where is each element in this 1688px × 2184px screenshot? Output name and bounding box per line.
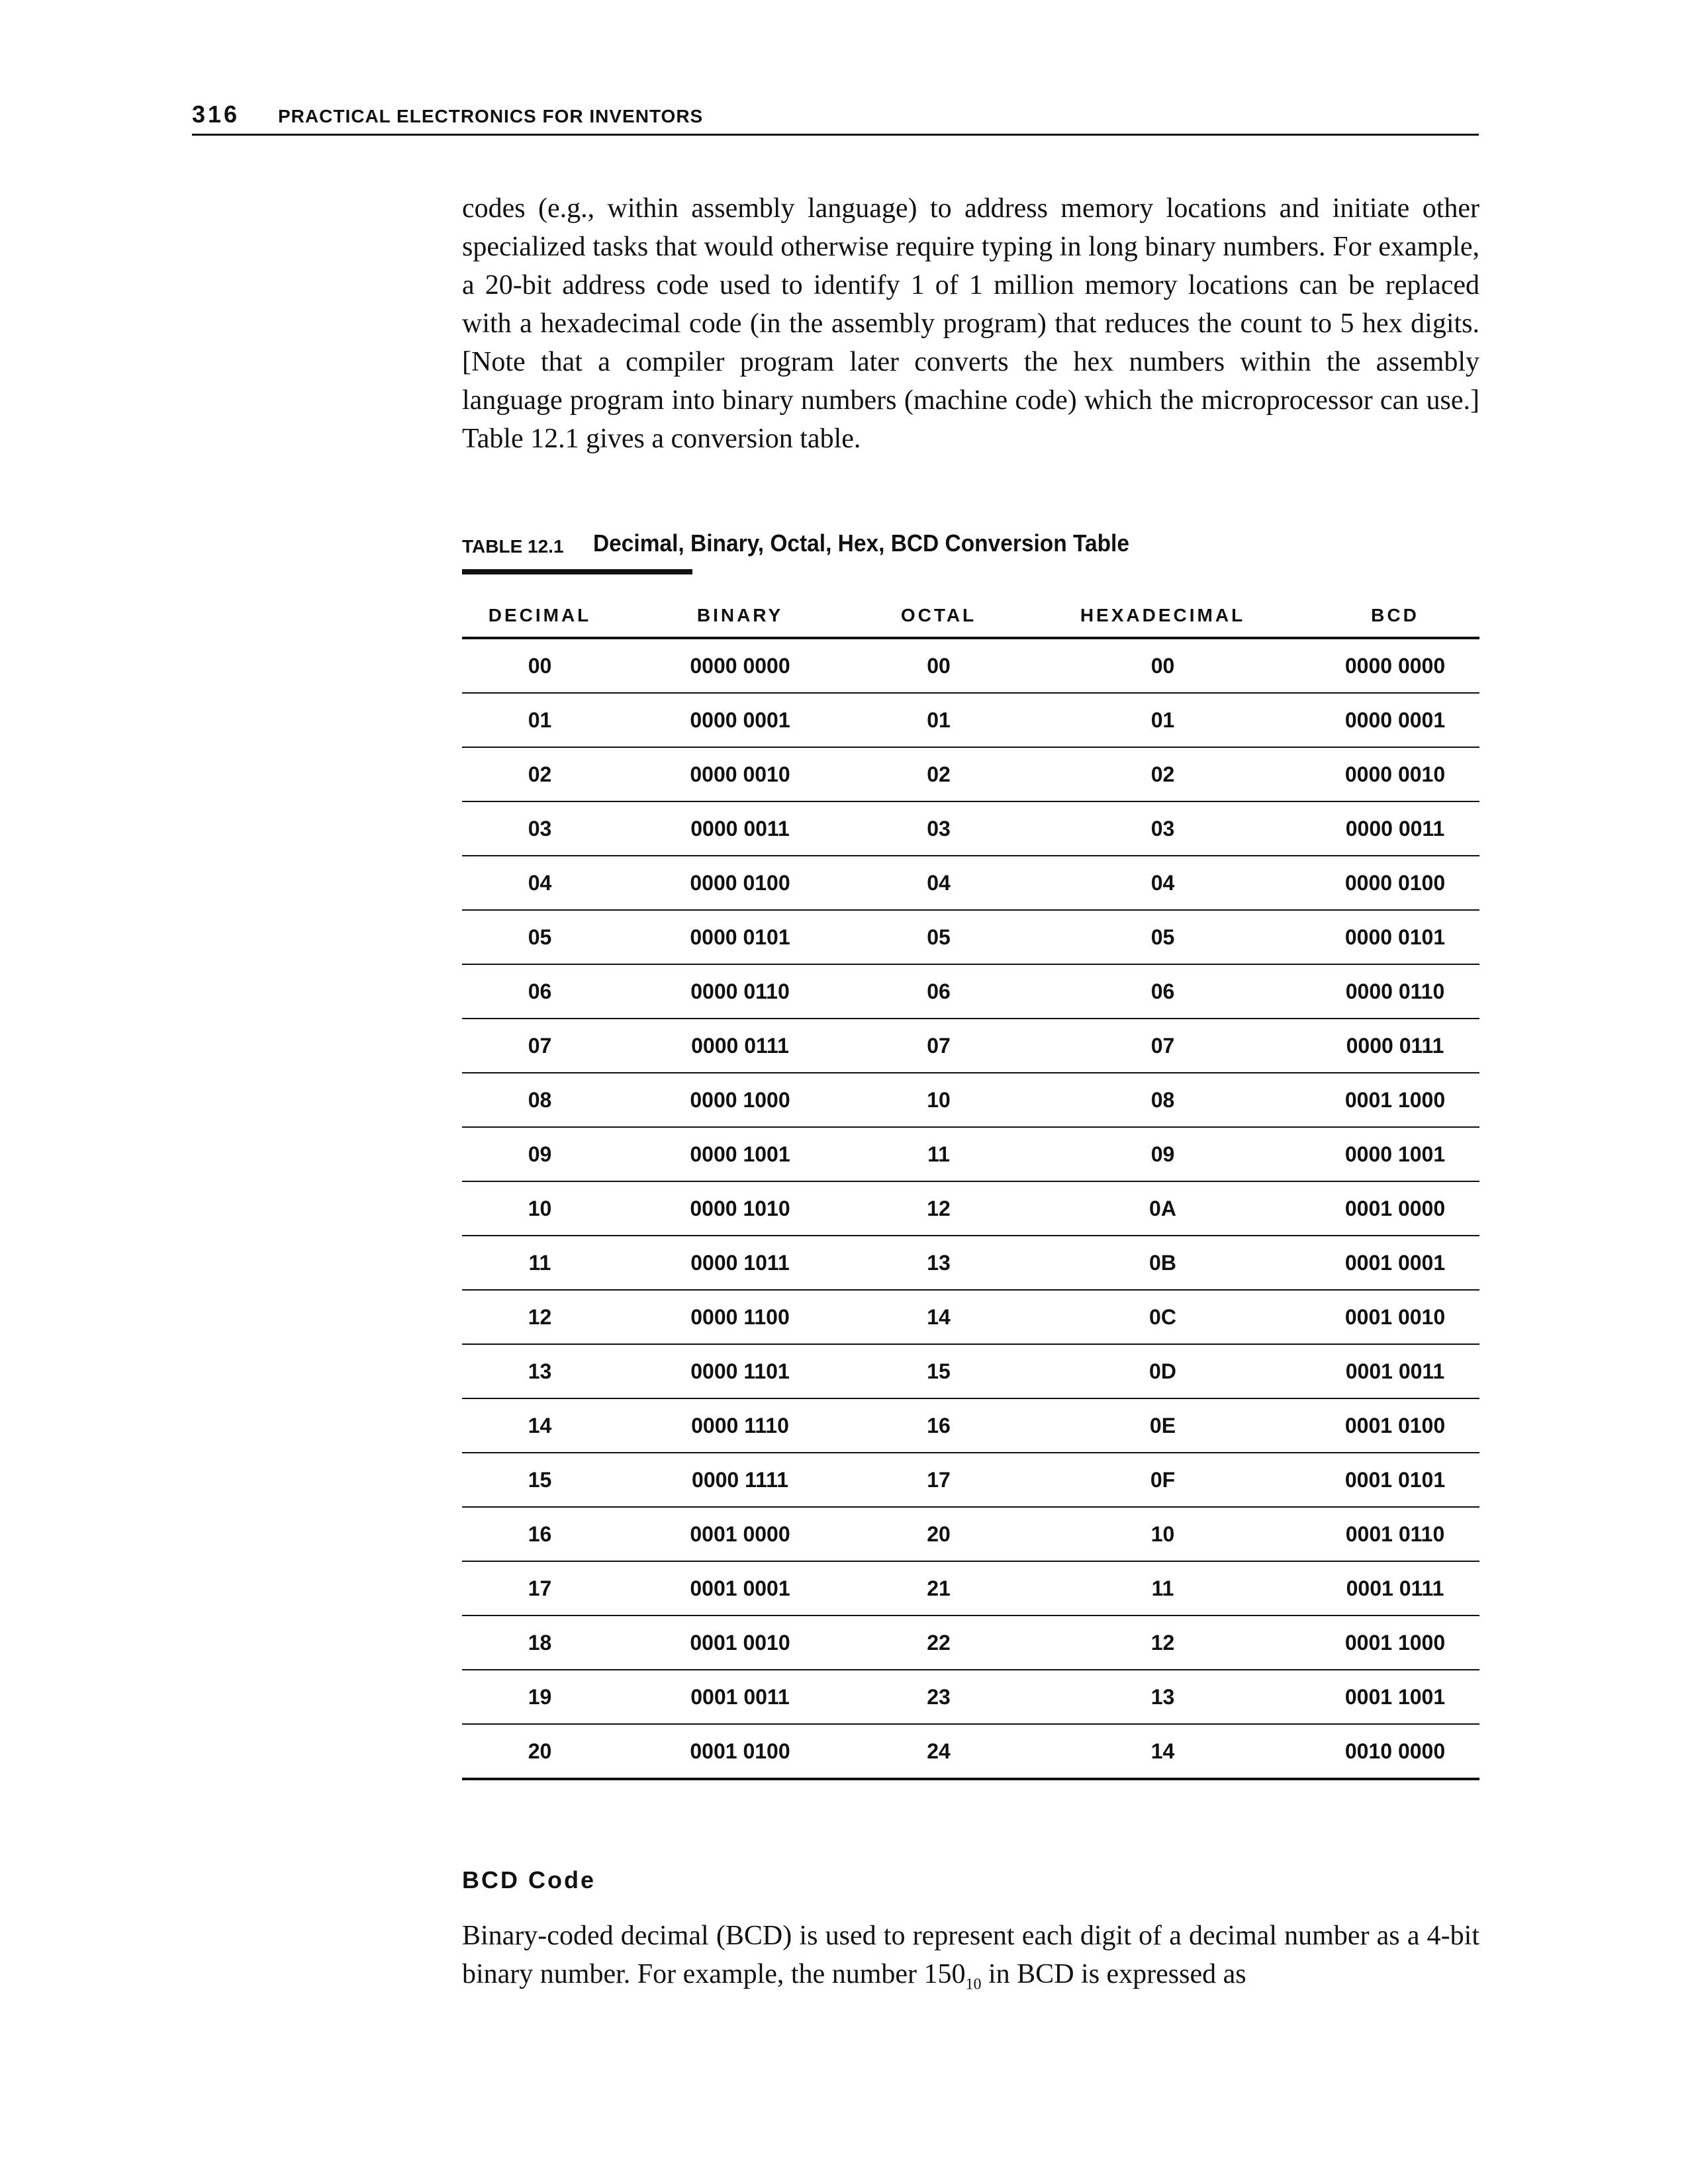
cell-octal: 01	[863, 693, 1015, 747]
cell-binary: 0000 0011	[618, 801, 863, 856]
table-row	[462, 1236, 1479, 1290]
cell-binary: 0000 1111	[618, 1453, 863, 1507]
cell-decimal: 20	[462, 1724, 618, 1779]
cell-decimal: 09	[462, 1127, 618, 1181]
intro-paragraph: codes (e.g., within assembly language) to address memory locations and initiate other specialized tasks that would otherwise require typing in long binary numbers. For example, a 20-bit address code used to identify 1 of 1 million memory locations can be replaced with a hexadecimal code (in the assembly program) that reduces the count to 5 hex digits. [Note that a compiler program later converts the hex numbers within the assembly language program into binary numbers (machine code) which the microprocessor can use.] Table 12.1 gives a conversion table.	[462, 193, 1479, 454]
cell-binary: 0000 0111	[618, 1019, 863, 1073]
cell-bcd: 0001 0011	[1311, 1344, 1479, 1398]
caption-rule	[462, 569, 692, 574]
cell-hexadecimal: 0E	[1015, 1398, 1311, 1453]
cell-binary: 0000 1110	[618, 1398, 863, 1453]
table-row	[462, 1615, 1479, 1670]
cell-bcd: 0000 0111	[1311, 1019, 1479, 1073]
column-header-decimal: DECIMAL	[462, 594, 618, 638]
running-title: PRACTICAL ELECTRONICS FOR INVENTORS	[278, 106, 704, 126]
cell-octal: 14	[863, 1290, 1015, 1344]
cell-binary: 0000 1100	[618, 1290, 863, 1344]
table-row	[462, 856, 1479, 910]
cell-hexadecimal: 07	[1015, 1019, 1311, 1073]
cell-hexadecimal: 08	[1015, 1073, 1311, 1127]
cell-bcd: 0000 0010	[1311, 747, 1479, 801]
cell-bcd: 0001 0111	[1311, 1561, 1479, 1615]
cell-hexadecimal: 05	[1015, 910, 1311, 964]
cell-hexadecimal: 02	[1015, 747, 1311, 801]
cell-decimal: 08	[462, 1073, 618, 1127]
cell-decimal: 14	[462, 1398, 618, 1453]
column-header-hexadecimal: HEXADECIMAL	[1015, 594, 1311, 638]
cell-bcd: 0010 0000	[1311, 1724, 1479, 1779]
cell-hexadecimal: 0A	[1015, 1181, 1311, 1236]
cell-binary: 0000 1000	[618, 1073, 863, 1127]
cell-bcd: 0000 0011	[1311, 801, 1479, 856]
cell-binary: 0001 0000	[618, 1507, 863, 1561]
table-title: Decimal, Binary, Octal, Hex, BCD Conversion Table	[593, 529, 1129, 557]
cell-octal: 24	[863, 1724, 1015, 1779]
cell-octal: 04	[863, 856, 1015, 910]
cell-bcd: 0001 0000	[1311, 1181, 1479, 1236]
table-header-row	[462, 594, 1479, 638]
cell-octal: 15	[863, 1344, 1015, 1398]
table-row	[462, 1724, 1479, 1779]
cell-binary: 0000 1011	[618, 1236, 863, 1290]
cell-bcd: 0000 0101	[1311, 910, 1479, 964]
table-row	[462, 964, 1479, 1019]
cell-decimal: 13	[462, 1344, 618, 1398]
cell-decimal: 03	[462, 801, 618, 856]
cell-octal: 20	[863, 1507, 1015, 1561]
table-row	[462, 1453, 1479, 1507]
cell-decimal: 11	[462, 1236, 618, 1290]
cell-decimal: 12	[462, 1290, 618, 1344]
cell-bcd: 0001 1001	[1311, 1670, 1479, 1724]
cell-binary: 0000 1001	[618, 1127, 863, 1181]
cell-hexadecimal: 06	[1015, 964, 1311, 1019]
cell-hexadecimal: 0D	[1015, 1344, 1311, 1398]
cell-decimal: 06	[462, 964, 618, 1019]
cell-hexadecimal: 10	[1015, 1507, 1311, 1561]
table-label: TABLE 12.1	[462, 536, 564, 557]
table-row	[462, 1181, 1479, 1236]
column-header-binary: BINARY	[618, 594, 863, 638]
cell-binary: 0000 0100	[618, 856, 863, 910]
table-row	[462, 747, 1479, 801]
table-row	[462, 1127, 1479, 1181]
cell-bcd: 0001 1000	[1311, 1073, 1479, 1127]
cell-decimal: 02	[462, 747, 618, 801]
cell-binary: 0000 1010	[618, 1181, 863, 1236]
section-title: BCD Code	[462, 1866, 596, 1893]
page-number: 316	[192, 101, 240, 128]
cell-bcd: 0001 0100	[1311, 1398, 1479, 1453]
table-row	[462, 1561, 1479, 1615]
cell-decimal: 10	[462, 1181, 618, 1236]
cell-bcd: 0000 0001	[1311, 693, 1479, 747]
cell-bcd: 0001 0001	[1311, 1236, 1479, 1290]
cell-binary: 0001 0100	[618, 1724, 863, 1779]
table-row	[462, 693, 1479, 747]
bcd-paragraph	[462, 1917, 1479, 1993]
running-header	[192, 101, 1479, 136]
cell-bcd: 0000 0110	[1311, 964, 1479, 1019]
cell-hexadecimal: 12	[1015, 1615, 1311, 1670]
cell-hexadecimal: 14	[1015, 1724, 1311, 1779]
subscript-base: 10	[965, 1976, 982, 1993]
table-row	[462, 1073, 1479, 1127]
cell-decimal: 18	[462, 1615, 618, 1670]
table-row	[462, 1670, 1479, 1724]
table-row	[462, 1290, 1479, 1344]
cell-decimal: 01	[462, 693, 618, 747]
cell-octal: 21	[863, 1561, 1015, 1615]
table-row	[462, 638, 1479, 693]
cell-octal: 22	[863, 1615, 1015, 1670]
cell-binary: 0000 0110	[618, 964, 863, 1019]
cell-octal: 02	[863, 747, 1015, 801]
cell-octal: 00	[863, 638, 1015, 693]
cell-decimal: 07	[462, 1019, 618, 1073]
cell-binary: 0000 0010	[618, 747, 863, 801]
cell-octal: 07	[863, 1019, 1015, 1073]
cell-binary: 0001 0010	[618, 1615, 863, 1670]
cell-octal: 13	[863, 1236, 1015, 1290]
cell-octal: 23	[863, 1670, 1015, 1724]
cell-octal: 11	[863, 1127, 1015, 1181]
cell-hexadecimal: 03	[1015, 801, 1311, 856]
cell-binary: 0001 0011	[618, 1670, 863, 1724]
cell-decimal: 15	[462, 1453, 618, 1507]
cell-bcd: 0001 1000	[1311, 1615, 1479, 1670]
cell-hexadecimal: 04	[1015, 856, 1311, 910]
table-body	[462, 638, 1479, 1779]
cell-bcd: 0000 0000	[1311, 638, 1479, 693]
bcd-paragraph-text: Binary-coded decimal (BCD) is used to represent each digit of a decimal number as a 4-bit binary number. For example, the number 150	[462, 1921, 1479, 1989]
table-row	[462, 1398, 1479, 1453]
cell-decimal: 05	[462, 910, 618, 964]
cell-octal: 17	[863, 1453, 1015, 1507]
cell-hexadecimal: 0F	[1015, 1453, 1311, 1507]
table-row	[462, 1344, 1479, 1398]
bcd-paragraph-text-end: in BCD is expressed as	[981, 1959, 1246, 1989]
cell-hexadecimal: 0B	[1015, 1236, 1311, 1290]
cell-binary: 0000 1101	[618, 1344, 863, 1398]
column-header-bcd: BCD	[1311, 594, 1479, 638]
table-row	[462, 910, 1479, 964]
cell-hexadecimal: 09	[1015, 1127, 1311, 1181]
cell-hexadecimal: 13	[1015, 1670, 1311, 1724]
cell-binary: 0000 0101	[618, 910, 863, 964]
cell-octal: 05	[863, 910, 1015, 964]
cell-octal: 16	[863, 1398, 1015, 1453]
cell-decimal: 16	[462, 1507, 618, 1561]
cell-octal: 10	[863, 1073, 1015, 1127]
table-row	[462, 1019, 1479, 1073]
cell-octal: 12	[863, 1181, 1015, 1236]
cell-hexadecimal: 01	[1015, 693, 1311, 747]
column-header-octal: OCTAL	[863, 594, 1015, 638]
table-row	[462, 801, 1479, 856]
cell-binary: 0000 0000	[618, 638, 863, 693]
cell-binary: 0000 0001	[618, 693, 863, 747]
cell-decimal: 00	[462, 638, 618, 693]
cell-bcd: 0001 0101	[1311, 1453, 1479, 1507]
cell-decimal: 04	[462, 856, 618, 910]
cell-octal: 03	[863, 801, 1015, 856]
cell-hexadecimal: 11	[1015, 1561, 1311, 1615]
cell-bcd: 0001 0110	[1311, 1507, 1479, 1561]
conversion-table	[462, 594, 1479, 1780]
cell-hexadecimal: 00	[1015, 638, 1311, 693]
table-row	[462, 1507, 1479, 1561]
cell-bcd: 0000 0100	[1311, 856, 1479, 910]
cell-hexadecimal: 0C	[1015, 1290, 1311, 1344]
cell-binary: 0001 0001	[618, 1561, 863, 1615]
cell-bcd: 0001 0010	[1311, 1290, 1479, 1344]
cell-bcd: 0000 1001	[1311, 1127, 1479, 1181]
cell-decimal: 17	[462, 1561, 618, 1615]
cell-decimal: 19	[462, 1670, 618, 1724]
cell-octal: 06	[863, 964, 1015, 1019]
